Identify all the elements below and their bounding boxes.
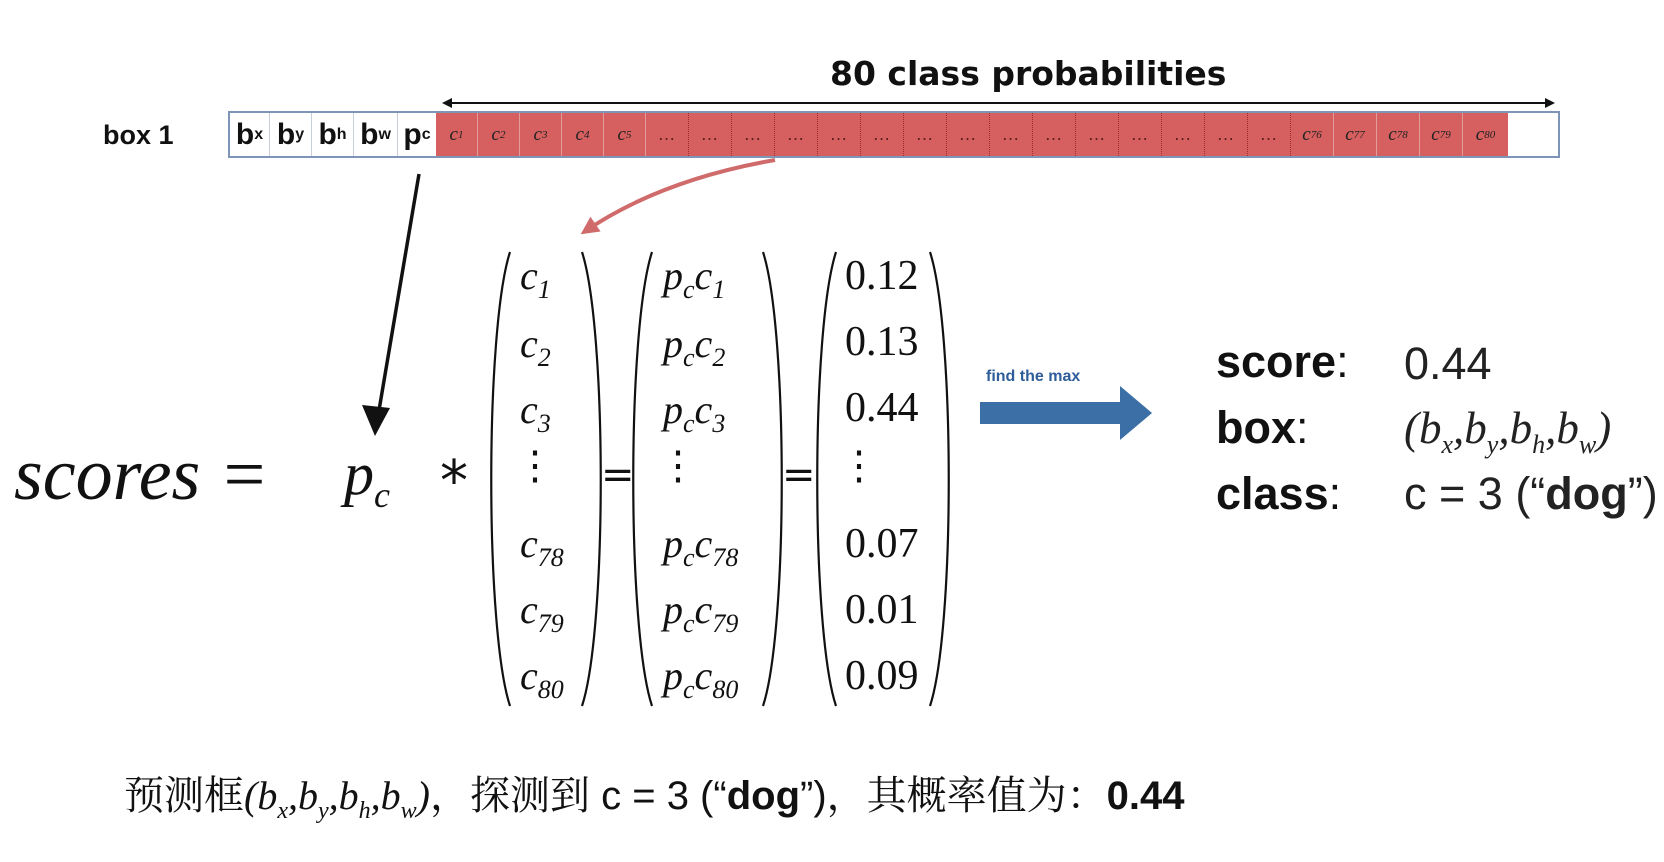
paren-right-3 bbox=[930, 252, 949, 706]
pc-c-entry: $p_cc_2$ bbox=[663, 321, 726, 372]
value-entry: 0.13 bbox=[845, 319, 919, 365]
box-result-value: $(b_x,b_y,b_h,b_w)$ bbox=[1404, 403, 1612, 459]
vector-cell-pc: p c bbox=[398, 113, 436, 156]
vector-ellipsis-cell: … bbox=[775, 113, 818, 156]
pc-arrow-shaft bbox=[376, 174, 419, 428]
pc-c-entry: $p_cc_{80}$ bbox=[663, 653, 739, 704]
vector-ellipsis-cell: … bbox=[904, 113, 947, 156]
vdots: ⋮ bbox=[839, 443, 879, 488]
score-value: 0.44 bbox=[1404, 338, 1492, 389]
vector-cell-c2: c 2 bbox=[478, 113, 520, 156]
vector-cell-bh: b h bbox=[312, 113, 354, 156]
c-entry: $c_1$ bbox=[520, 253, 551, 304]
vector-ellipsis-cell: … bbox=[1076, 113, 1119, 156]
vector-cell-bw: b w bbox=[354, 113, 398, 156]
c-entry: $c_{80}$ bbox=[520, 653, 564, 704]
vector-ellipsis-cell: … bbox=[732, 113, 775, 156]
vector-cell-c80: c 80 bbox=[1463, 113, 1508, 156]
summary-sentence: 预测框$(b_x,b_y,b_h,b_w)$，探测到 c = 3 (“dog”)，其概率值为：0.44 bbox=[124, 773, 1185, 824]
vector-ellipsis-cell: … bbox=[646, 113, 689, 156]
pc-arrow-head bbox=[362, 405, 390, 436]
vector-ellipsis-cell: … bbox=[1248, 113, 1291, 156]
paren-right-1 bbox=[582, 252, 601, 706]
paren-left-1 bbox=[491, 252, 510, 706]
vector-ellipsis-cell: … bbox=[818, 113, 861, 156]
vector-ellipsis-cell: … bbox=[1162, 113, 1205, 156]
summary-box-tuple: $(b_x,b_y,b_h,b_w)$ bbox=[244, 773, 430, 824]
find-max-arrow bbox=[980, 386, 1152, 440]
pc-c-entry: $p_cc_{78}$ bbox=[663, 521, 739, 572]
class-value: c = 3 (“dog”) bbox=[1404, 468, 1658, 519]
vector-ellipsis-cell: … bbox=[689, 113, 732, 156]
pc-c-entry: $p_cc_{79}$ bbox=[663, 587, 739, 638]
c-entry: $c_{78}$ bbox=[520, 521, 564, 572]
pc-c-entry: $p_cc_3$ bbox=[663, 387, 726, 438]
value-entry: 0.09 bbox=[845, 653, 919, 699]
vdots: ⋮ bbox=[658, 443, 698, 488]
value-entry: 0.07 bbox=[845, 521, 919, 567]
vector-cell-c78: c 78 bbox=[1377, 113, 1420, 156]
vector-ellipsis-cell: … bbox=[1119, 113, 1162, 156]
find-max-label: find the max bbox=[986, 368, 1081, 385]
class-label: class: bbox=[1216, 468, 1342, 519]
vector-cell-by: b y bbox=[270, 113, 312, 156]
vector-ellipsis-cell: … bbox=[990, 113, 1033, 156]
paren-right-2 bbox=[763, 252, 782, 706]
vector-ellipsis-cell: … bbox=[861, 113, 904, 156]
vector-cell-c5: c 5 bbox=[604, 113, 646, 156]
box-result-label: box: bbox=[1216, 402, 1309, 453]
c-entry: $c_2$ bbox=[520, 321, 551, 372]
value-entry: 0.44 bbox=[845, 385, 919, 431]
class-probabilities-label: 80 class probabilities bbox=[830, 54, 1227, 93]
value-entry: 0.01 bbox=[845, 587, 919, 633]
vector-ellipsis-cell: … bbox=[1033, 113, 1076, 156]
vector-cell-c76: c 76 bbox=[1291, 113, 1334, 156]
c-entry: $c_3$ bbox=[520, 387, 551, 438]
multiply-symbol: * bbox=[440, 449, 468, 514]
paren-left-3 bbox=[817, 252, 836, 706]
scores-lhs: scores = bbox=[14, 434, 269, 516]
vector-cell-c79: c 79 bbox=[1420, 113, 1463, 156]
box-label: box 1 bbox=[103, 120, 174, 150]
pc-c-entry: $p_cc_1$ bbox=[663, 253, 726, 304]
class-arrow bbox=[584, 160, 775, 232]
vector-ellipsis-cell: … bbox=[947, 113, 990, 156]
vector-cell-c1: c 1 bbox=[436, 113, 478, 156]
vector-cell-c77: c 77 bbox=[1334, 113, 1377, 156]
c-entry: $c_{79}$ bbox=[520, 587, 564, 638]
vdots: ⋮ bbox=[515, 443, 555, 488]
paren-left-2 bbox=[633, 252, 652, 706]
vector-cell-bx: b x bbox=[230, 113, 270, 156]
vector-cell-c4: c 4 bbox=[562, 113, 604, 156]
vector-cell-c3: c 3 bbox=[520, 113, 562, 156]
score-label: score: bbox=[1216, 336, 1349, 387]
equals-sign-2: = bbox=[782, 452, 816, 498]
pc-multiplier: $p_c$ bbox=[344, 441, 390, 515]
equals-sign-1: = bbox=[601, 452, 635, 498]
value-entry: 0.12 bbox=[845, 253, 919, 299]
vector-ellipsis-cell: … bbox=[1205, 113, 1248, 156]
